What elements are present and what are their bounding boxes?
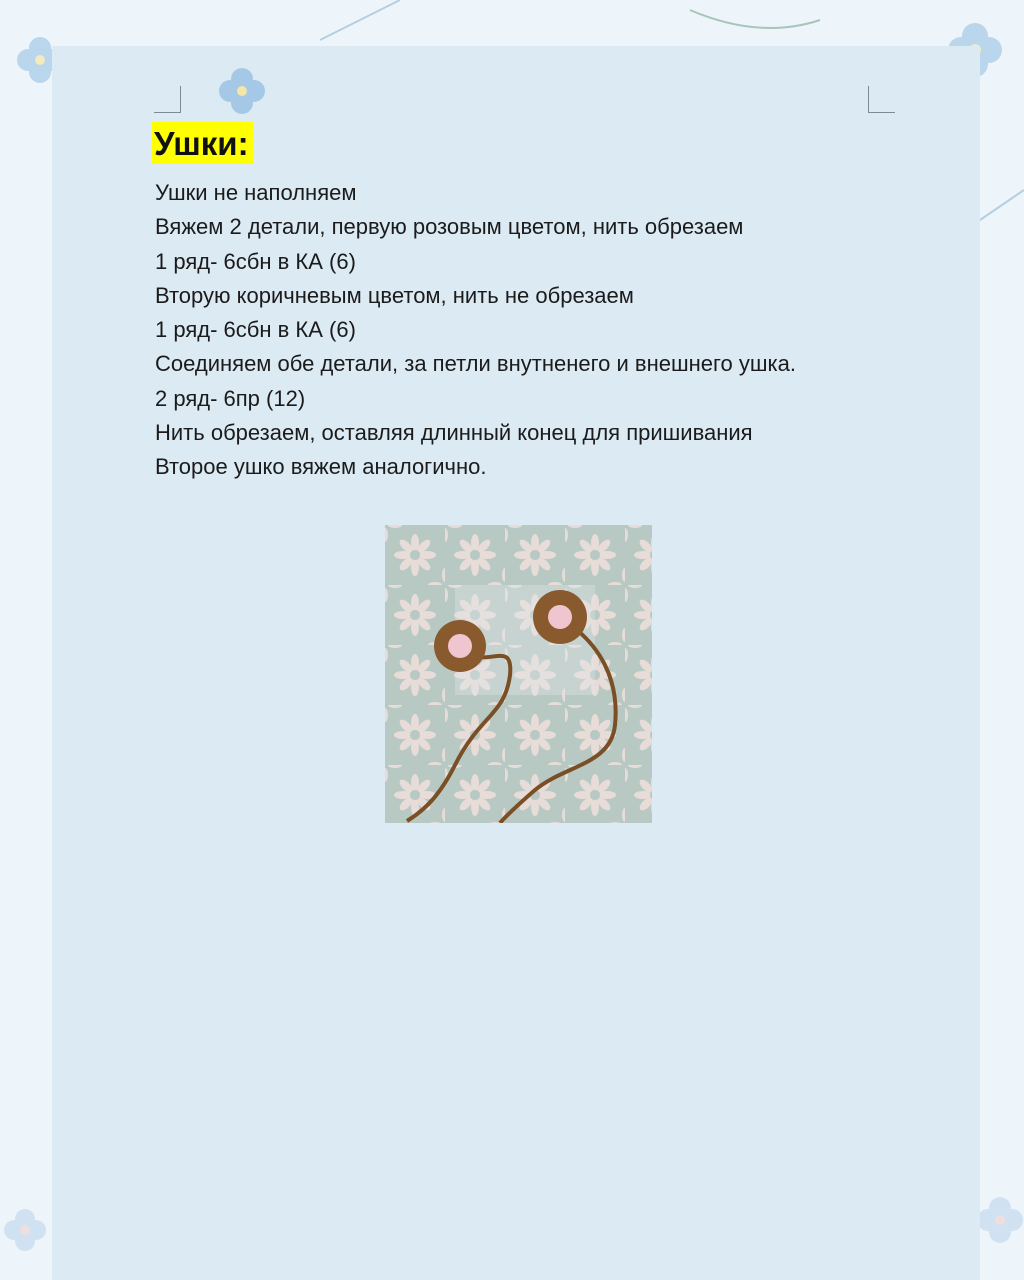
section-heading: Ушки: (152, 122, 253, 164)
crop-mark-left (154, 86, 181, 113)
instruction-line: Вторую коричневым цветом, нить не обрезаем (155, 282, 634, 308)
flower-icon (977, 1197, 1023, 1243)
flower-icon (4, 1209, 46, 1251)
instruction-line: 1 ряд- 6сбн в КА (6) (155, 317, 356, 343)
instruction-line: 2 ряд- 6пр (12) (155, 385, 306, 411)
flower-icon (212, 61, 272, 121)
instruction-line: Нить обрезаем, оставляя длинный конец для пришивания (155, 420, 753, 446)
instruction-line: Ушки не наполняем (155, 180, 357, 205)
ears-photo (385, 525, 652, 823)
instruction-text (155, 176, 796, 485)
instruction-line: Вяжем 2 детали, первую розовым цветом, нить обрезаем (155, 214, 744, 240)
document-page (52, 46, 980, 1280)
instruction-line: Второе ушко вяжем аналогично. (155, 454, 487, 480)
instruction-line: Соединяем обе детали, за петли внутненего и внешнего ушка. (155, 351, 796, 377)
crop-mark-right (868, 86, 895, 113)
instruction-line: 1 ряд- 6сбн в КА (6) (155, 248, 356, 274)
